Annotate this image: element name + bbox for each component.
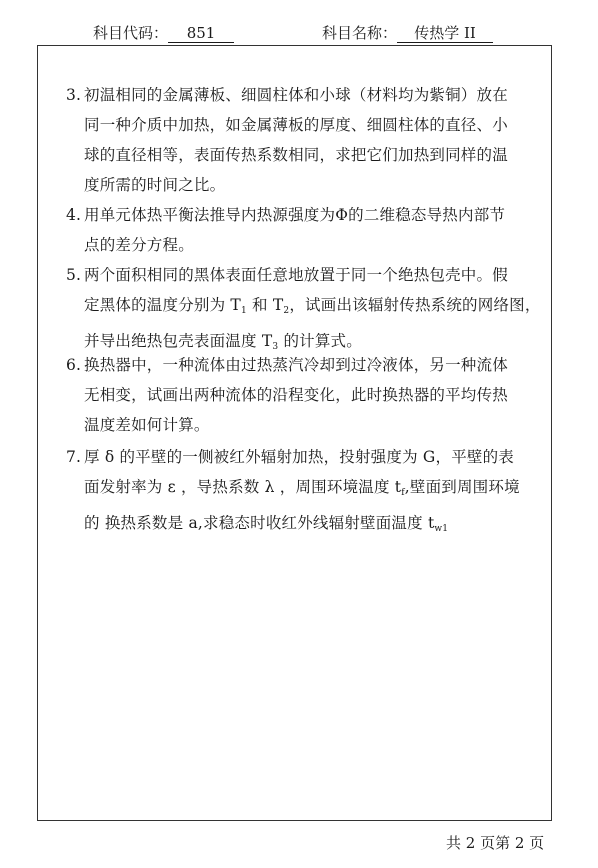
question-line: 无相变，试画出两种流体的沿程变化，此时换热器的平均传热 [84, 386, 508, 404]
text-segment: 并导出绝热包壳表面温度 T [84, 332, 273, 350]
subscript: f [401, 488, 405, 498]
subscript: 1 [240, 306, 247, 316]
question-line [68, 472, 558, 508]
subscript: w1 [434, 524, 449, 534]
subject-name-label: 科目名称： [322, 24, 398, 42]
subject-code-value: 851 [168, 24, 234, 43]
text-segment: ,壁面到周围环境 [404, 478, 520, 496]
exam-header [0, 22, 598, 46]
subject-code [93, 22, 234, 43]
question-number: 4. [66, 206, 82, 224]
page-number: 共 2 页第 2 页 [446, 834, 545, 852]
text-segment: 的 换热系数是 a,求稳态时收红外线辐射壁面温度 t [84, 514, 435, 532]
question-line: 两个面积相同的黑体表面任意地放置于同一个绝热包壳中。假 [84, 266, 508, 284]
text-segment: ，试画出该辐射传热系统的网络图， [289, 296, 541, 314]
question-line: 用单元体热平衡法推导内热源强度为Φ的二维稳态导热内部节 [84, 206, 506, 224]
text-segment: 面发射率为 ε ，导热系数 λ ，周围环境温度 t [84, 478, 402, 496]
question-line: 点的差分方程。 [84, 236, 194, 254]
subject-name [322, 22, 493, 43]
subject-name-value: 传热学 II [397, 24, 493, 43]
question-number: 3. [66, 86, 82, 104]
text-segment: 和 T [246, 296, 284, 314]
question-5 [68, 260, 558, 362]
subject-code-label: 科目代码： [93, 24, 169, 42]
subscript: 3 [272, 342, 279, 352]
question-4 [68, 200, 558, 260]
text-segment: 定黑体的温度分别为 T [84, 296, 241, 314]
question-line: 球的直径相等，表面传热系数相同，求把它们加热到同样的温 [84, 146, 508, 164]
question-line [68, 508, 558, 544]
question-7 [68, 442, 558, 544]
subscript: 2 [283, 306, 290, 316]
question-line: 同一种介质中加热，如金属薄板的厚度、细圆柱体的直径、小 [84, 116, 508, 134]
question-line: 换热器中，一种流体由过热蒸汽冷却到过冷液体，另一种流体 [84, 356, 508, 374]
question-3 [68, 80, 558, 200]
question-line [68, 290, 558, 326]
question-6 [68, 350, 558, 440]
question-line: 厚 δ 的平壁的一侧被红外辐射加热，投射强度为 G，平壁的表 [84, 448, 514, 466]
question-line: 温度差如何计算。 [84, 416, 210, 434]
question-line: 度所需的时间之比。 [84, 176, 226, 194]
question-number: 5. [66, 266, 82, 284]
question-line: 初温相同的金属薄板、细圆柱体和小球（材料均为紫铜）放在 [84, 86, 508, 104]
question-number: 6. [66, 356, 82, 374]
question-number: 7. [66, 448, 82, 466]
text-segment: 的计算式。 [278, 332, 362, 350]
